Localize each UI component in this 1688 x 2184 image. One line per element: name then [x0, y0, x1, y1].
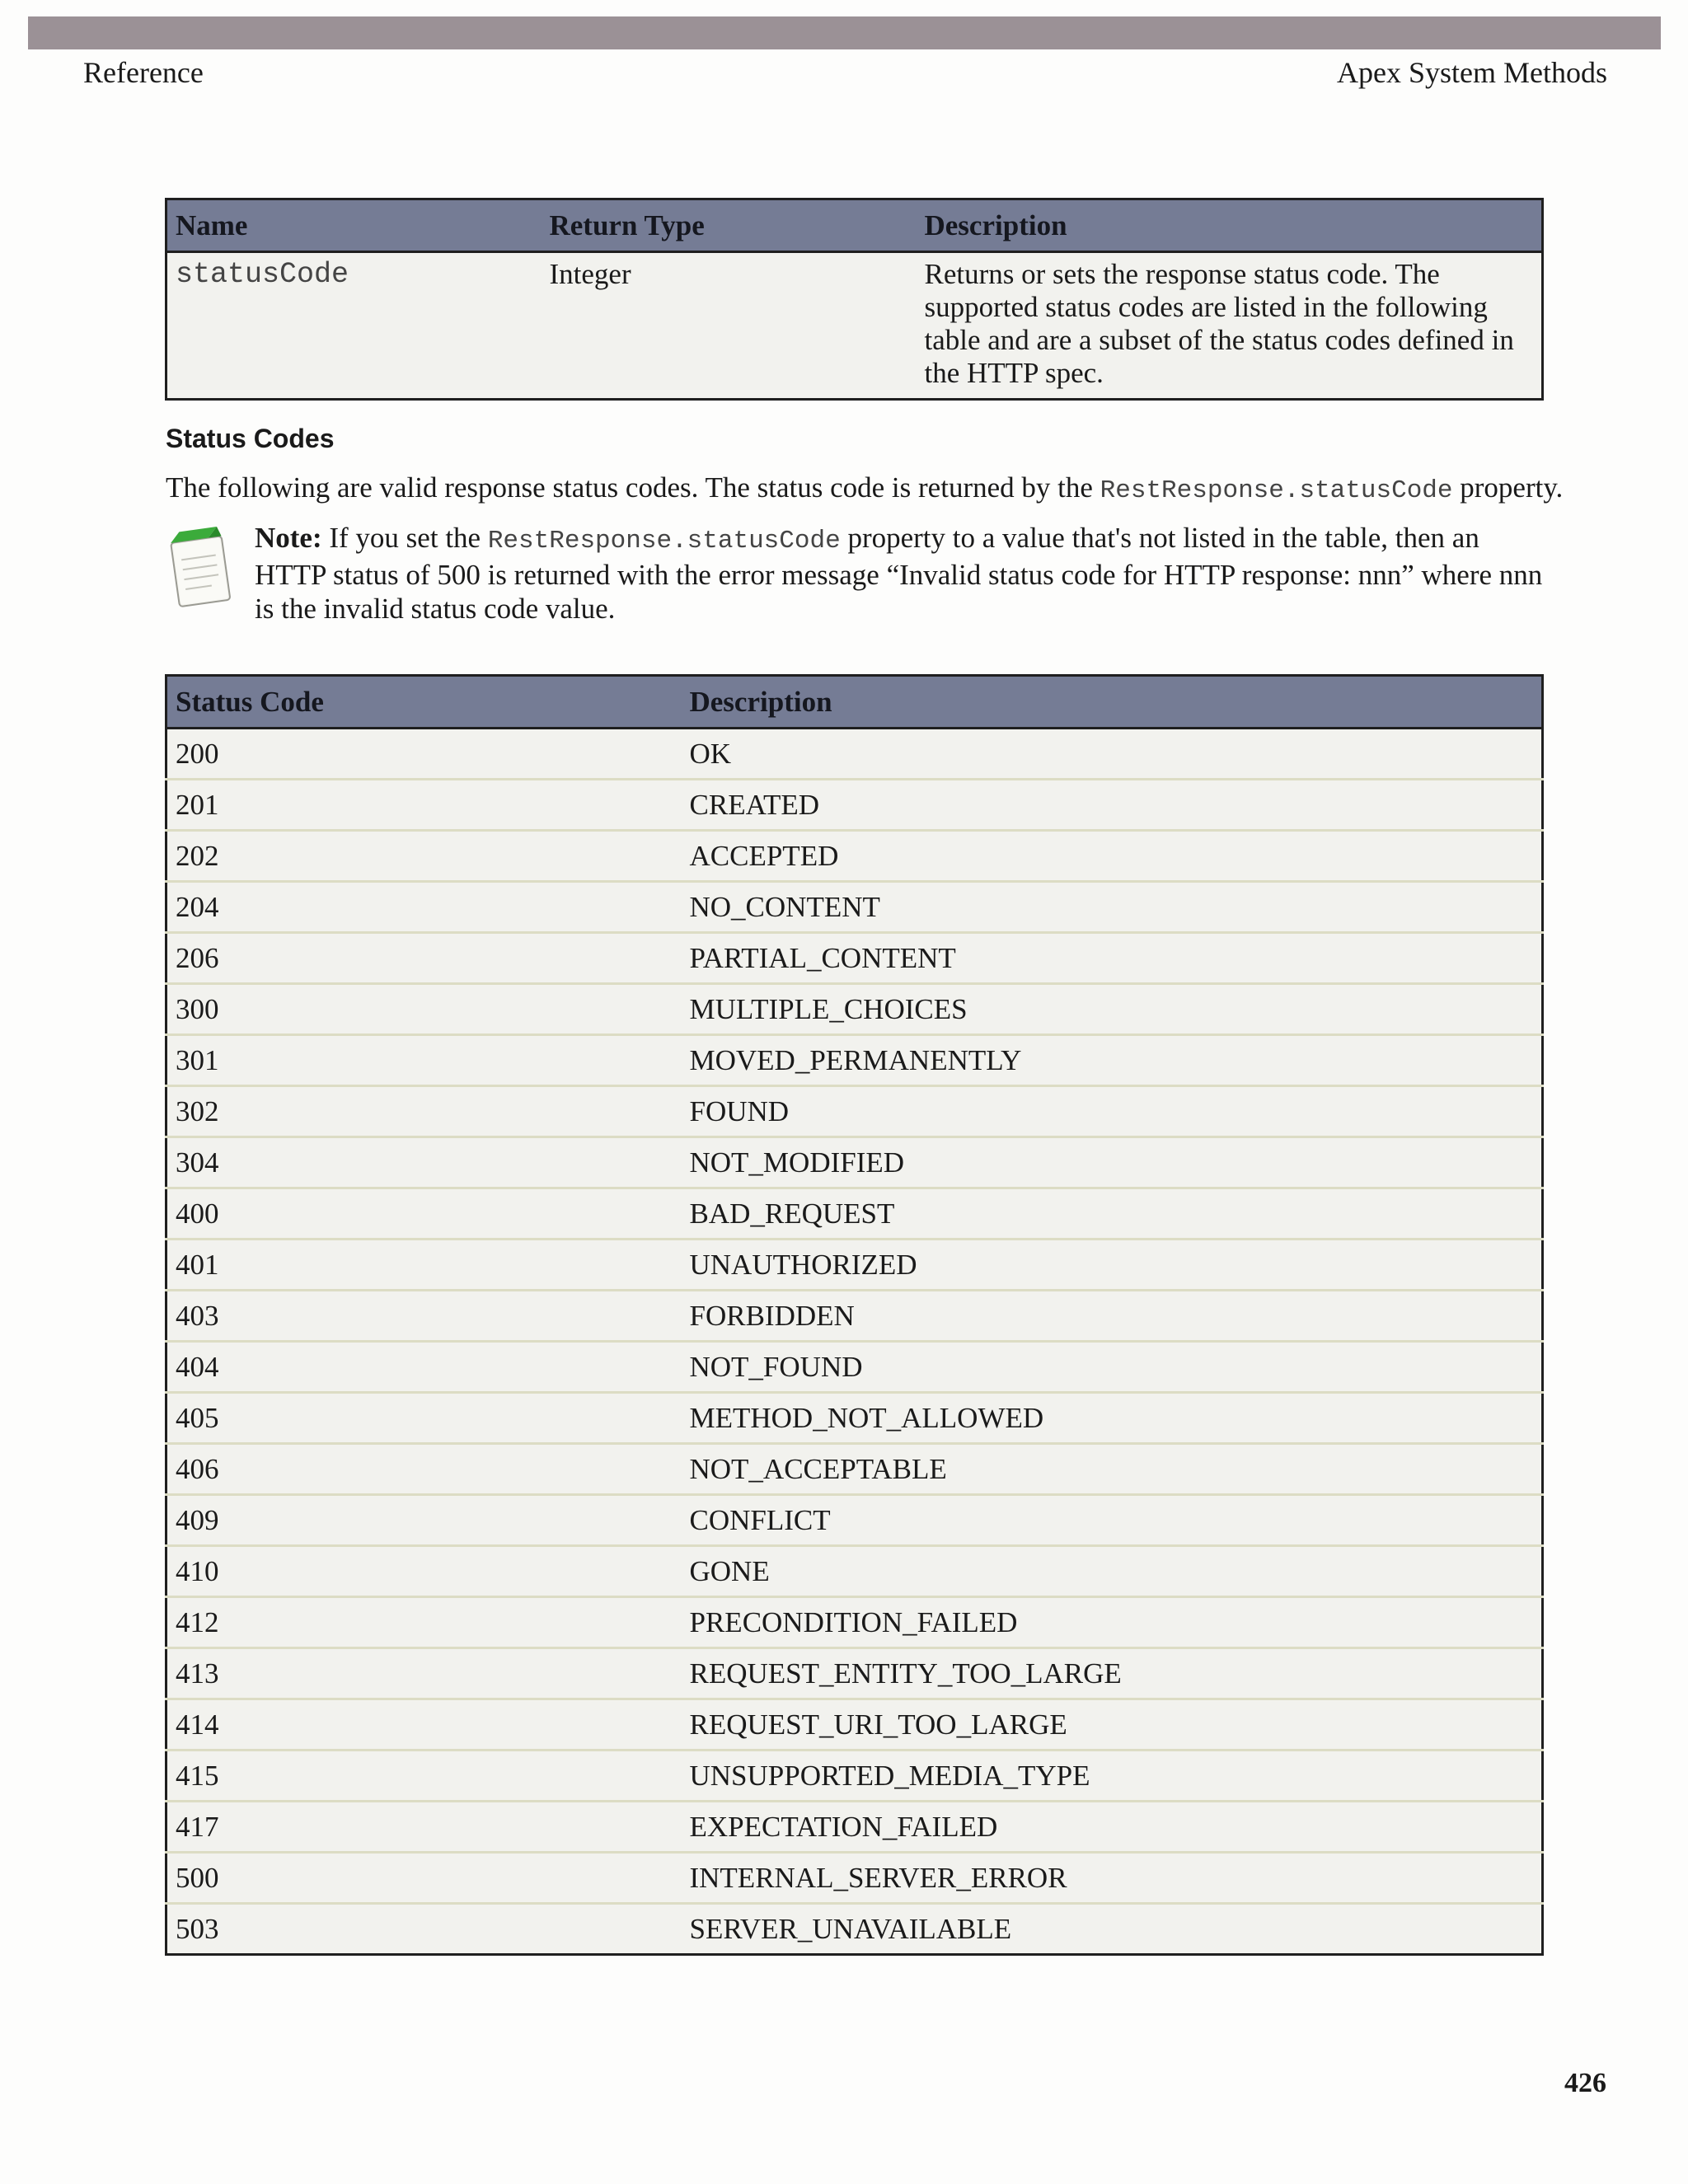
column-header-name: Name [166, 199, 542, 252]
header-section-label: Reference [83, 56, 204, 89]
status-code-cell: 201 [166, 780, 682, 831]
table-row [166, 1699, 1543, 1750]
status-description-cell: EXPECTATION_FAILED [682, 1802, 1543, 1853]
table-row [166, 1035, 1543, 1086]
status-code-cell: 400 [166, 1188, 682, 1240]
status-code-cell: 301 [166, 1035, 682, 1086]
note-text: If you set the [321, 522, 488, 554]
note-icon [165, 524, 239, 615]
status-table-header [166, 676, 1543, 729]
status-code-cell: 404 [166, 1342, 682, 1393]
status-description-cell: ACCEPTED [682, 831, 1543, 882]
status-description-cell: MOVED_PERMANENTLY [682, 1035, 1543, 1086]
property-name: statusCode [176, 258, 349, 291]
status-code-cell: 415 [166, 1750, 682, 1802]
table-row [166, 1137, 1543, 1188]
status-code-cell: 300 [166, 984, 682, 1035]
intro-text-end: property. [1452, 471, 1564, 504]
status-description-cell: SERVER_UNAVAILABLE [689, 1913, 1012, 1945]
status-code-cell: 406 [166, 1444, 682, 1495]
status-description-cell: UNAUTHORIZED [682, 1240, 1543, 1291]
status-description-cell: CONFLICT [682, 1495, 1543, 1546]
table-row [166, 1853, 1543, 1904]
status-code-cell: 412 [166, 1597, 682, 1648]
table-row [166, 729, 1543, 780]
status-code-cell: 417 [166, 1802, 682, 1853]
table-row [166, 1648, 1543, 1699]
status-code-cell: 503 [176, 1913, 219, 1945]
column-header-status-code: Status Code [166, 676, 682, 729]
status-description-cell: BAD_REQUEST [682, 1188, 1543, 1240]
column-header-description: Description [917, 199, 1543, 252]
status-description-cell: METHOD_NOT_ALLOWED [682, 1393, 1543, 1444]
table-row [166, 1904, 1543, 1955]
intro-text: The following are valid response status codes. The status code is returned by the [166, 471, 1100, 504]
table-row [166, 1495, 1543, 1546]
property-description: Returns or sets the response status code. The supported status codes are listed in the following table and are a subset of the status codes defined in the HTTP spec. [924, 258, 1514, 389]
status-description-cell: NOT_MODIFIED [682, 1137, 1543, 1188]
section-heading: Status Codes [166, 424, 335, 453]
status-description-cell: REQUEST_ENTITY_TOO_LARGE [682, 1648, 1543, 1699]
status-description-cell: FOUND [682, 1086, 1543, 1137]
table-row [166, 882, 1543, 933]
status-code-cell: 302 [166, 1086, 682, 1137]
column-header-return-type: Return Type [542, 199, 917, 252]
status-code-cell: 304 [166, 1137, 682, 1188]
table-row [166, 1802, 1543, 1853]
status-description-cell: CREATED [682, 780, 1543, 831]
status-description-cell: PRECONDITION_FAILED [682, 1597, 1543, 1648]
note-label: Note: [255, 522, 322, 554]
status-description-cell: NOT_FOUND [682, 1342, 1543, 1393]
status-description-cell: PARTIAL_CONTENT [682, 933, 1543, 984]
table-row [166, 984, 1543, 1035]
status-codes-table [165, 674, 1544, 1956]
status-description-cell: REQUEST_URI_TOO_LARGE [682, 1699, 1543, 1750]
status-description-cell: INTERNAL_SERVER_ERROR [682, 1853, 1543, 1904]
status-description-cell: FORBIDDEN [682, 1291, 1543, 1342]
page-number: 426 [1564, 2068, 1606, 2098]
table-row [166, 1342, 1543, 1393]
table-row [166, 1086, 1543, 1137]
status-code-cell: 409 [166, 1495, 682, 1546]
table-row [166, 1444, 1543, 1495]
status-description-cell: MULTIPLE_CHOICES [682, 984, 1543, 1035]
table-row [166, 1188, 1543, 1240]
note-code: RestResponse.statusCode [487, 527, 841, 555]
table-row [166, 252, 1543, 400]
status-description-cell: OK [682, 729, 1543, 780]
status-code-cell: 200 [166, 729, 682, 780]
status-description-cell: NOT_ACCEPTABLE [682, 1444, 1543, 1495]
status-code-cell: 204 [166, 882, 682, 933]
table-row [166, 1597, 1543, 1648]
note-text-end: property to a value that's not listed in the table, then an HTTP status of 500 is returned with the error message “Invalid status code for HTTP response: nnn” where nnn is the invalid status code value. [255, 522, 1543, 625]
table-row [166, 933, 1543, 984]
property-return-type: Integer [549, 258, 631, 290]
status-code-cell: 500 [166, 1853, 682, 1904]
table-row [166, 780, 1543, 831]
column-header-description: Description [682, 676, 1543, 729]
header-chapter-title: Apex System Methods [1337, 56, 1607, 89]
intro-code: RestResponse.statusCode [1100, 476, 1453, 505]
table-row [166, 1750, 1543, 1802]
status-description-cell: UNSUPPORTED_MEDIA_TYPE [682, 1750, 1543, 1802]
table-row [166, 1240, 1543, 1291]
status-description-cell: GONE [682, 1546, 1543, 1597]
status-code-cell: 405 [166, 1393, 682, 1444]
status-code-cell: 401 [166, 1240, 682, 1291]
note-box [255, 521, 1545, 626]
intro-paragraph [166, 468, 1563, 511]
status-code-cell: 414 [166, 1699, 682, 1750]
table-row [166, 831, 1543, 882]
status-code-cell: 410 [166, 1546, 682, 1597]
status-code-cell: 206 [166, 933, 682, 984]
table-row [166, 1393, 1543, 1444]
status-description-cell: NO_CONTENT [682, 882, 1543, 933]
status-code-cell: 403 [166, 1291, 682, 1342]
property-table [165, 198, 1544, 401]
status-code-cell: 202 [166, 831, 682, 882]
property-table-header [166, 199, 1543, 252]
status-code-cell: 413 [166, 1648, 682, 1699]
top-banner [28, 16, 1661, 49]
table-row [166, 1546, 1543, 1597]
table-row [166, 1291, 1543, 1342]
